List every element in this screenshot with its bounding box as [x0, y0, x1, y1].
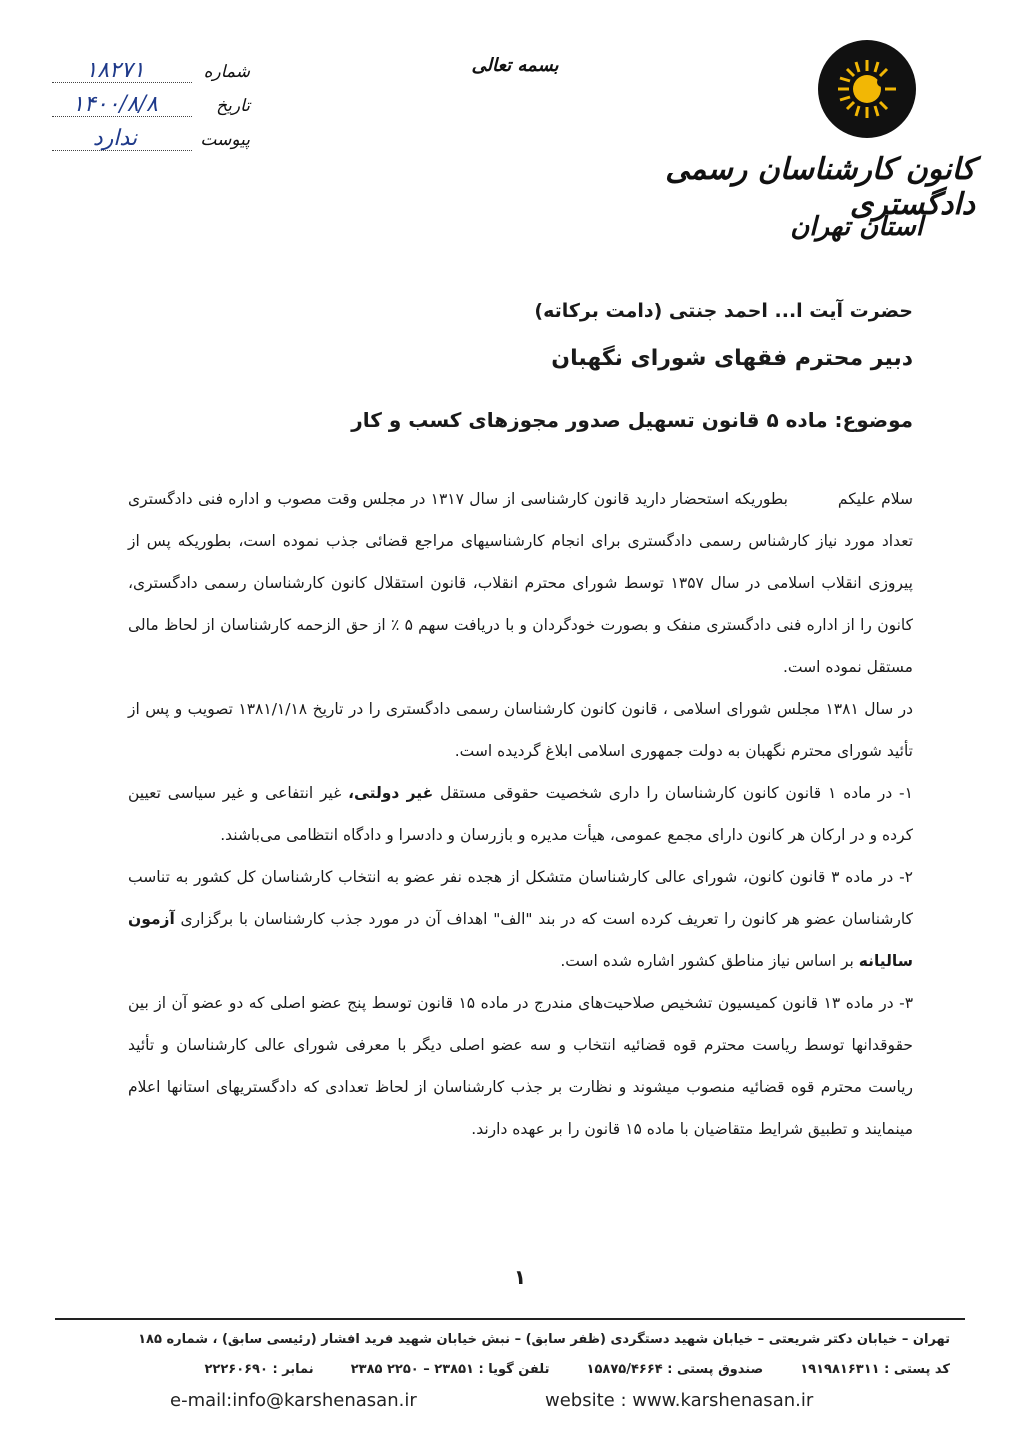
sun-icon — [818, 40, 916, 138]
item-2 — [128, 856, 913, 982]
org-logo — [818, 40, 916, 138]
footer-address: تهران – خیابان دکتر شریعتی – خیابان شهید دستگردی (ظفر سابق) – نبش خیابان شهید فرید افشار (رئیسی سابق) ، شماره ۱۸۵ — [138, 1332, 950, 1347]
footer-email[interactable]: e-mail:info@karshenasan.ir — [170, 1390, 417, 1411]
ref-number-value: ۱۸۲۷۱ — [85, 58, 145, 83]
page-number: ۱ — [513, 1265, 527, 1289]
letter-subject: موضوع: ماده ۵ قانون تسهیل صدور مجوزهای کسب و کار — [351, 408, 913, 432]
item-2-text-a: ۲- در ماده ۳ قانون کانون، شورای عالی کارشناسان متشکل از هجده نفر عضو به انتخاب کارشناسان کل کشور به تناسب کارشناسان عضو هر کانون را تعریف کرده است که در بند "الف" اهداف آن در مورد جذب کارشناسان با برگزاری — [128, 868, 913, 928]
footer-divider — [55, 1318, 965, 1320]
ref-attachment-label: پیوست — [200, 130, 250, 150]
footer-postal-code: کد پستی : ۱۹۱۹۸۱۶۳۱۱ — [800, 1362, 950, 1377]
footer-fax: نمابر : ۲۲۲۶۰۶۹۰ — [204, 1362, 314, 1377]
addressee-title: دبیر محترم فقهای شورای نگهبان — [551, 346, 913, 371]
basmala: بسمه تعالی — [471, 55, 559, 76]
greeting: سلام علیکم — [837, 490, 913, 508]
item-1 — [128, 772, 913, 856]
letter-body — [128, 478, 913, 1150]
footer-website[interactable]: website : www.karshenasan.ir — [545, 1390, 814, 1411]
item-3: ۳- در ماده ۱۳ قانون کمیسیون تشخیص صلاحیت‌های مندرج در ماده ۱۵ قانون توسط پنج عضو اصلی که دو عضو آن از بین حقوقدانها توسط ریاست محترم قوه قضائیه انتخاب و سه عضو اصلی دیگر با معرفی شورای عالی کارشناسان و تأئید ریاست محترم قوه قضائیه منصوب میشوند و نظارت بر جذب کارشناسان از لحاظ تعدادی که دادگستریهای استانها اعلام مینمایند و تطبیق شرایط متقاضیان با ماده ۱۵ قانون را بر عهده دارند. — [128, 994, 914, 1138]
item-2-bold: آزمون سالیانه — [128, 910, 913, 970]
ref-date-row — [50, 94, 250, 128]
paragraph-1: بطوریکه استحضار دارید قانون کارشناسی از سال ۱۳۱۷ در مجلس وقت مصوب و اداره فنی دادگستری تعداد مورد نیاز کارشناس رسمی دادگستری برای انجام کارشناسیهای مراجع قضائی جذب نموده است، بطوریکه پس از پیروزی انقلاب اسلامی در سال ۱۳۵۷ توسط شورای محترم انقلاب، قانون استقلال کانون کارشناسان رسمی دادگستری، کانون را از اداره فنی دادگستری منفک و بصورت خودگردان و با دریافت سهم ۵ ٪ از حق الزحمه کارشناسان از لحاظ مالی مستقل نموده است. — [128, 490, 913, 676]
org-province: استان تهران — [790, 212, 923, 242]
ref-number-label: شماره — [203, 62, 250, 82]
item-1-text-b: غیر انتفاعی و غیر سیاسی تعیین کرده و در ارکان هر کانون دارای مجمع عمومی، هیأت مدیره و بازرسان و دادسرا و دادگاه انتظامی می‌باشند. — [128, 784, 913, 844]
paragraph-2: در سال ۱۳۸۱ مجلس شورای اسلامی ، قانون کانون کارشناسان رسمی دادگستری را در تاریخ ۱۳۸۱/۱/۱۸ تصویب و پس از تأئید شورای محترم نگهبان به دولت جمهوری اسلامی ابلاغ گردیده است. — [128, 700, 914, 760]
item-1-bold: غیر دولتی، — [348, 784, 434, 802]
footer-po-box: صندوق پستی : ۱۵۸۷۵/۴۶۶۴ — [586, 1362, 764, 1377]
paragraph-intro — [128, 478, 913, 688]
item-1-text-a: ۱- در ماده ۱ قانون کانون کارشناسان را داری شخصیت حقوقی مستقل — [433, 784, 913, 802]
ref-date-value: ۱۴۰۰/۸/۸ — [72, 92, 158, 117]
org-name: کانون کارشناسان رسمی دادگستری — [665, 152, 975, 222]
ref-number-row — [50, 60, 250, 94]
footer-contacts — [70, 1362, 950, 1377]
footer-phone: تلفن گویا : ۲۳۸۵۱ – ۲۲۵۰ ۲۳۸۵ — [350, 1362, 550, 1377]
ref-attachment-row — [50, 128, 250, 162]
addressee-name: حضرت آیت ا... احمد جنتی (دامت برکاته) — [534, 300, 913, 322]
ref-attachment-value: ندارد — [92, 126, 138, 151]
item-2-text-b: بر اساس نیاز مناطق کشور اشاره شده است. — [560, 952, 859, 970]
ref-date-label: تاریخ — [216, 96, 250, 116]
